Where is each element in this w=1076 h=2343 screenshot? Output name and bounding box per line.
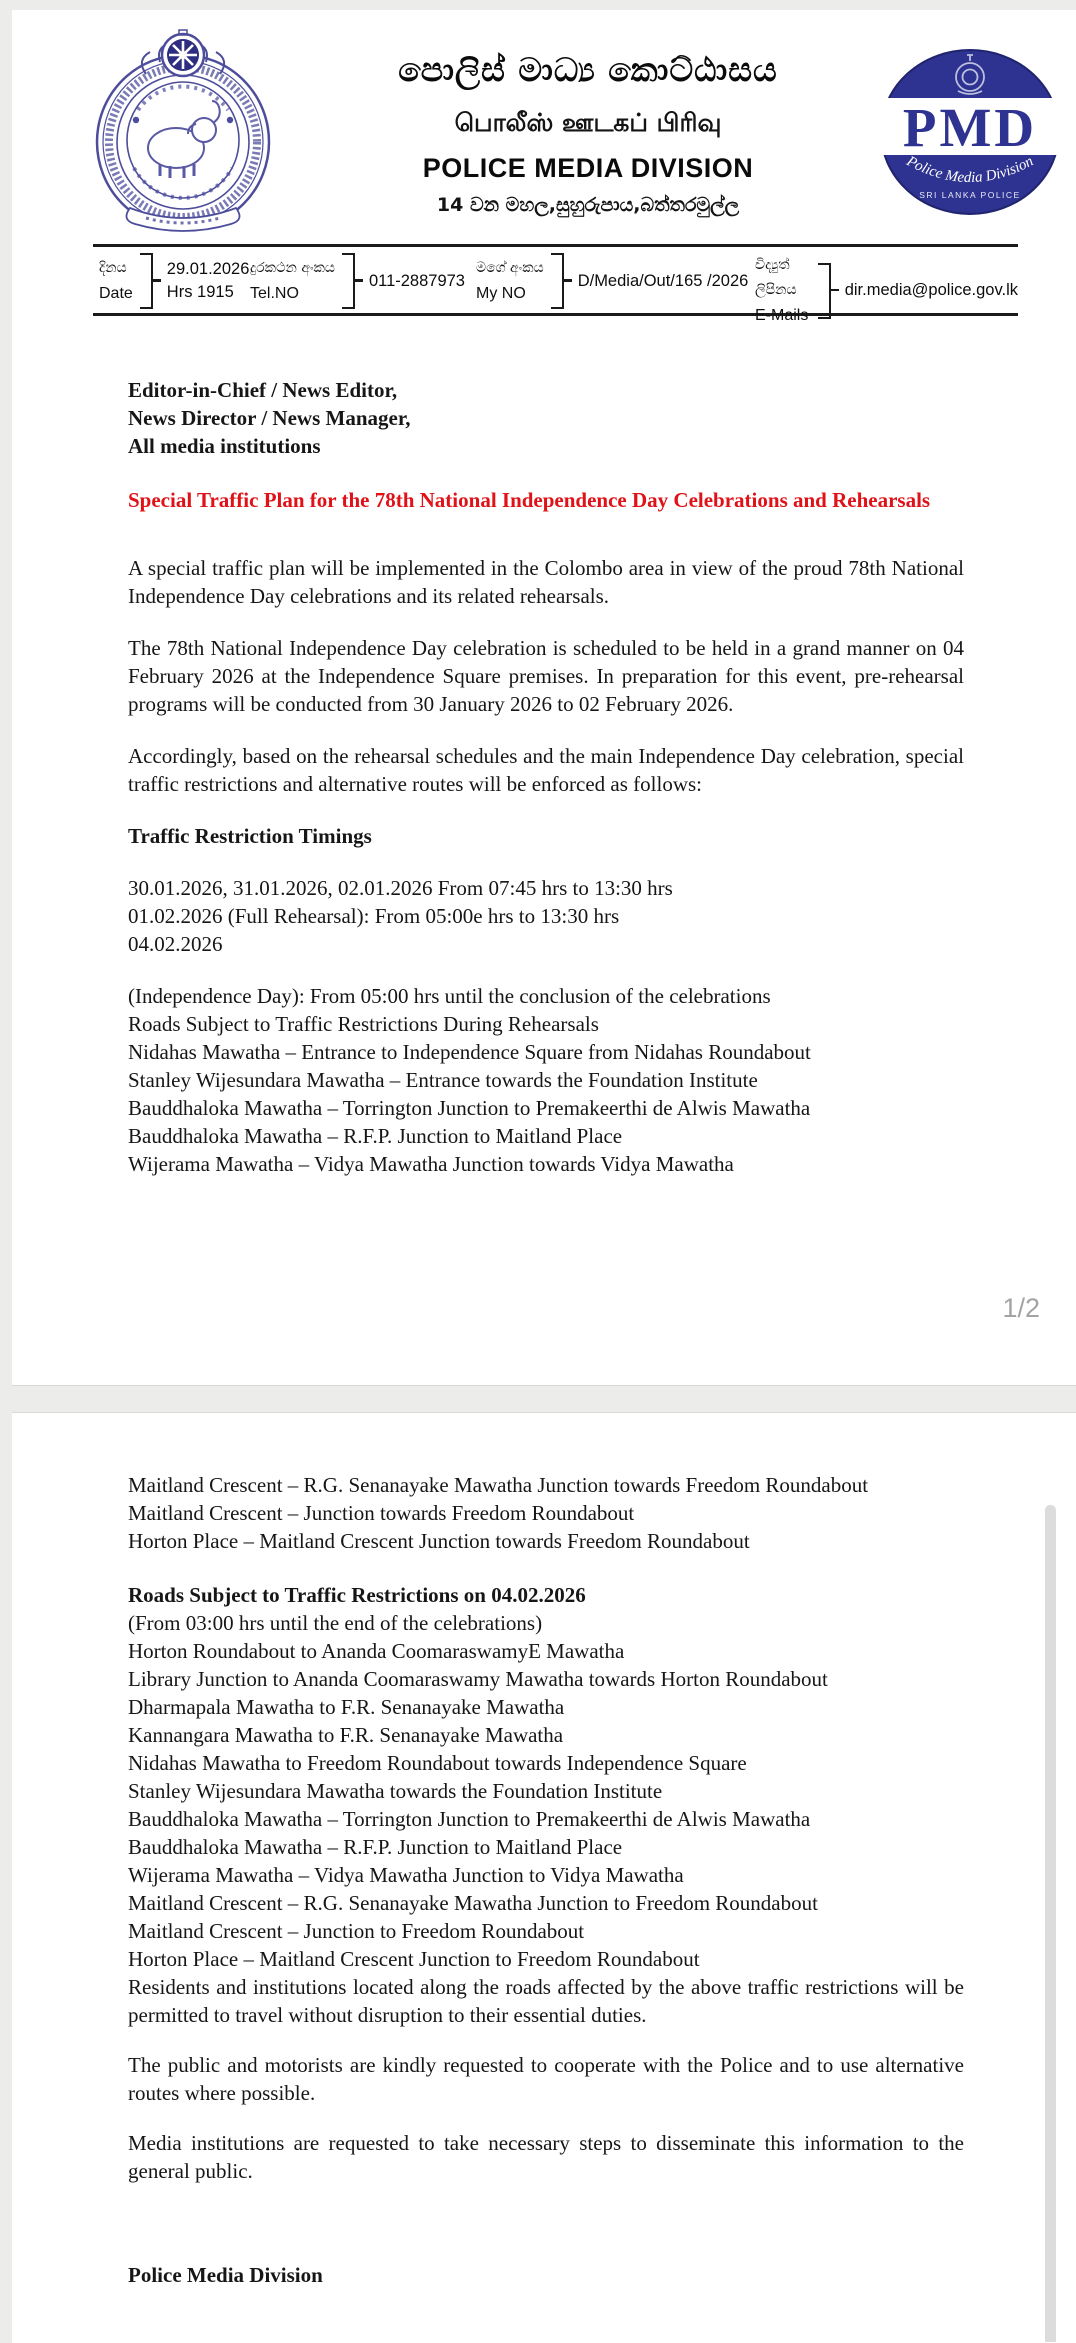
paragraph: Accordingly, based on the rehearsal schedules and the main Independence Day celebration, special traffic restrictions and alternative routes will be enforced as follows: bbox=[128, 744, 964, 796]
info-bar bbox=[93, 244, 1018, 324]
page-2 bbox=[12, 1412, 1076, 2343]
road-line: Dharmapala Mawatha to F.R. Senanayake Mawatha bbox=[128, 1695, 565, 1719]
info-value-line: dir.media@police.gov.lk bbox=[844, 281, 1018, 299]
letterhead-titles bbox=[298, 24, 878, 216]
road-line: Horton Place – Maitland Crescent Junction to Freedom Roundabout bbox=[128, 1947, 700, 1971]
road-line: Library Junction to Ananda Coomaraswamy Mawatha towards Horton Roundabout bbox=[128, 1667, 828, 1691]
info-value-line: Hrs 1915 bbox=[166, 283, 234, 301]
info-label-sinhala: මගේ අංකය bbox=[476, 260, 544, 276]
info-field-value bbox=[578, 270, 749, 293]
road-line: (Independence Day): From 05:00 hrs until the conclusion of the celebrations bbox=[128, 984, 771, 1008]
info-field bbox=[755, 253, 1018, 328]
road-line: Roads Subject to Traffic Restrictions During Rehearsals bbox=[128, 1012, 599, 1036]
pmd-org: SRI LANKA POLICE bbox=[919, 190, 1021, 200]
road-line: Bauddhaloka Mawatha – Torrington Junction to Premakeerthi de Alwis Mawatha bbox=[128, 1096, 811, 1120]
recipient-line: News Director / News Manager, bbox=[128, 406, 411, 430]
restrictions-heading: Roads Subject to Traffic Restrictions on 04.02.2026 bbox=[128, 1583, 586, 1607]
timing-lines bbox=[128, 874, 964, 958]
info-field-label bbox=[250, 256, 335, 306]
road-line: Maitland Crescent – Junction towards Freedom Roundabout bbox=[128, 1501, 635, 1525]
info-value-line: 011-2887973 bbox=[368, 271, 465, 290]
carryover-lines bbox=[128, 1499, 964, 1555]
recipient-line: All media institutions bbox=[128, 434, 321, 458]
road-line: Horton Place – Maitland Crescent Junction towards Freedom Roundabout bbox=[128, 1529, 750, 1553]
pmd-name: Police Media Division bbox=[903, 153, 1037, 187]
info-field-label bbox=[99, 256, 133, 306]
timing-line: 04.02.2026 bbox=[128, 932, 223, 956]
recipient-block bbox=[128, 376, 964, 460]
road-line: Wijerama Mawatha – Vidya Mawatha Junction towards Vidya Mawatha bbox=[128, 1152, 734, 1176]
info-label-english: Tel.NO bbox=[250, 285, 299, 302]
residents-note: Residents and institutions located along the roads affected by the above traffic restrictions will be permitted to travel without disruption to their essential duties. bbox=[128, 1975, 964, 2027]
info-field-value bbox=[167, 258, 250, 304]
bracket-mark bbox=[818, 263, 831, 319]
address-line: 14 වන මහල,සුහුරුපාය,බත්තරමුල්ල bbox=[436, 194, 740, 216]
road-line: Bauddhaloka Mawatha – R.F.P. Junction to Maitland Place bbox=[128, 1835, 623, 1859]
timings-heading: Traffic Restriction Timings bbox=[128, 824, 372, 848]
info-label-sinhala: දුරකථන අංකය bbox=[250, 260, 335, 276]
page1-body bbox=[128, 376, 964, 1178]
pmd-logo-icon bbox=[878, 46, 1062, 218]
info-label-english: My NO bbox=[476, 285, 526, 302]
road-line: Bauddhaloka Mawatha – Torrington Junction to Premakeerthi de Alwis Mawatha bbox=[128, 1807, 811, 1831]
page-1 bbox=[12, 10, 1076, 1386]
info-value-line: 29.01.2026 bbox=[166, 260, 250, 278]
road-line: Bauddhaloka Mawatha – R.F.P. Junction to Maitland Place bbox=[128, 1124, 623, 1148]
road-line: Stanley Wijesundara Mawatha – Entrance towards the Foundation Institute bbox=[128, 1068, 758, 1092]
info-label-sinhala: විද්‍යුත් ලිපිනය bbox=[755, 257, 797, 298]
info-field bbox=[99, 253, 249, 309]
info-label-english: Date bbox=[99, 285, 133, 302]
info-field bbox=[476, 253, 748, 309]
bracket-mark bbox=[342, 253, 355, 309]
info-field bbox=[250, 253, 465, 309]
recipient-line: Editor-in-Chief / News Editor, bbox=[128, 378, 398, 402]
letterhead bbox=[68, 24, 1062, 242]
rehearsal-road-list bbox=[128, 982, 964, 1178]
bracket-mark bbox=[551, 253, 564, 309]
title-tamil: பொலீஸ் ஊடகப் பிரிவு bbox=[454, 108, 722, 137]
info-field-label bbox=[755, 253, 811, 328]
title-english: POLICE MEDIA DIVISION bbox=[422, 153, 754, 183]
info-field-label bbox=[476, 256, 544, 306]
road-line: Kannangara Mawatha to F.R. Senanayake Mawatha bbox=[128, 1723, 564, 1747]
media-note: Media institutions are requested to take necessary steps to disseminate this information to the general public. bbox=[128, 2131, 964, 2183]
info-field-value bbox=[369, 270, 465, 293]
road-line: Nidahas Mawatha – Entrance to Independence Square from Nidahas Roundabout bbox=[128, 1040, 811, 1064]
pmd-abbr: PMD bbox=[902, 97, 1038, 158]
info-value-line: D/Media/Out/165 /2026 bbox=[577, 271, 749, 290]
info-label-english: E-Mails bbox=[755, 307, 809, 324]
signature: Police Media Division bbox=[128, 2263, 323, 2287]
road-line: Horton Roundabout to Ananda CoomaraswamyE Mawatha bbox=[128, 1639, 625, 1663]
timing-line: 01.02.2026 (Full Rehearsal): From 05:00e hrs to 13:30 hrs bbox=[128, 904, 620, 928]
scrollbar-thumb[interactable] bbox=[1045, 1505, 1056, 2342]
info-label-sinhala: දිනය bbox=[99, 260, 127, 276]
road-line: Wijerama Mawatha – Vidya Mawatha Junction to Vidya Mawatha bbox=[128, 1863, 684, 1887]
paragraph: The 78th National Independence Day celebration is scheduled to be held in a grand manner on 04 February 2026 at the Independence Square premises. In preparation for this event, pre-rehearsal programs will be conducted from 30 January 2026 to 02 February 2026. bbox=[128, 636, 964, 716]
timing-line: 30.01.2026, 31.01.2026, 02.01.2026 From 07:45 hrs to 13:30 hrs bbox=[128, 876, 673, 900]
subject-heading: Special Traffic Plan for the 78th National Independence Day Celebrations and Rehearsals bbox=[128, 488, 931, 512]
road-line: Stanley Wijesundara Mawatha towards the Foundation Institute bbox=[128, 1779, 663, 1803]
restrictions-subheading: (From 03:00 hrs until the end of the celebrations) bbox=[128, 1611, 543, 1635]
road-line: Maitland Crescent – Junction to Freedom Roundabout bbox=[128, 1919, 585, 1943]
road-line: Maitland Crescent – R.G. Senanayake Mawatha Junction to Freedom Roundabout bbox=[128, 1891, 818, 1915]
bracket-mark bbox=[140, 253, 153, 309]
carryover-paragraph: Maitland Crescent – R.G. Senanayake Mawatha Junction towards Freedom Roundabout bbox=[128, 1473, 869, 1497]
page-indicator: 1/2 bbox=[1002, 1293, 1040, 1323]
page2-body bbox=[128, 1471, 964, 2289]
road-line: Nidahas Mawatha to Freedom Roundabout towards Independence Square bbox=[128, 1751, 747, 1775]
police-crest-icon bbox=[68, 28, 298, 238]
restriction-road-list bbox=[128, 1637, 964, 1973]
paragraph: A special traffic plan will be implemented in the Colombo area in view of the proud 78th National Independence Day celebrations and its related rehearsals. bbox=[128, 556, 964, 608]
public-note: The public and motorists are kindly requested to cooperate with the Police and to use alternative routes where possible. bbox=[128, 2053, 964, 2105]
title-sinhala: පොලිස් මාධ්‍ය කොට්ඨාසය bbox=[398, 50, 778, 89]
info-field-value bbox=[845, 279, 1018, 302]
